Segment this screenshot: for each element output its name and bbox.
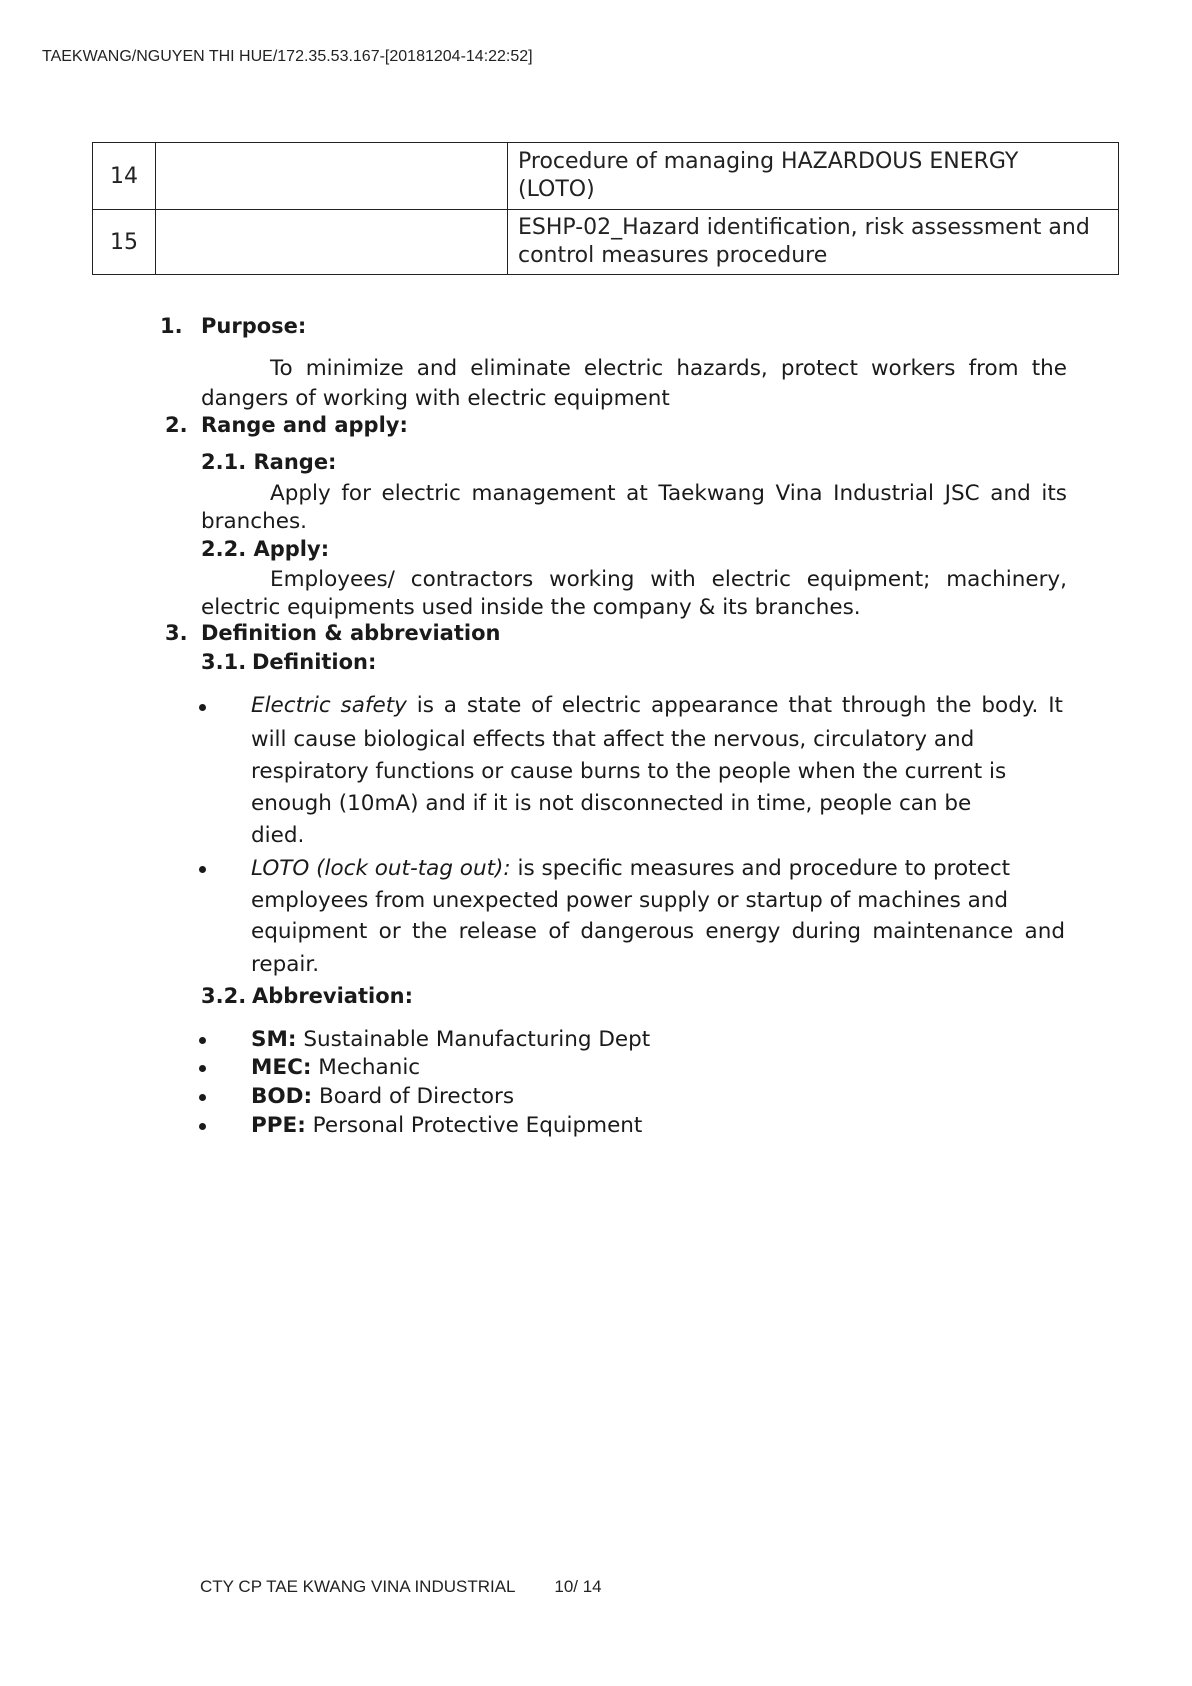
document-title-line: (LOTO) bbox=[518, 177, 595, 202]
paragraph-line: dangers of working with electric equipment bbox=[201, 386, 670, 411]
term-electric-safety: Electric safety bbox=[251, 693, 407, 718]
document-header-stamp: TAEKWANG/NGUYEN THI HUE/172.35.53.167-[20181204-14:22:52] bbox=[42, 48, 533, 65]
subsection-heading-definition: Definition: bbox=[252, 650, 377, 674]
section-heading-purpose: Purpose: bbox=[201, 314, 307, 338]
document-title-line: ESHP-02_Hazard identification, risk assessment and bbox=[518, 215, 1090, 240]
paragraph-line: Apply for electric management at Taekwang Vina Industrial JSC and its bbox=[270, 481, 1067, 506]
bullet-icon bbox=[199, 866, 206, 873]
definition-line: repair. bbox=[251, 952, 320, 977]
bullet-icon bbox=[199, 1037, 206, 1044]
definition-line: LOTO (lock out-tag out): is specific measures and procedure to protect bbox=[251, 856, 1011, 881]
definition-line: respiratory functions or cause burns to the people when the current is bbox=[251, 759, 1007, 784]
bullet-icon bbox=[199, 1123, 206, 1130]
definition-line: died. bbox=[251, 823, 305, 848]
empty-cell bbox=[156, 210, 508, 275]
section-number: 3. bbox=[165, 621, 188, 645]
subsection-number: 3.2. bbox=[201, 984, 247, 1008]
empty-cell bbox=[156, 143, 508, 210]
footer-company: CTY CP TAE KWANG VINA INDUSTRIAL bbox=[200, 1577, 515, 1596]
document-title-line: Procedure of managing HAZARDOUS ENERGY bbox=[518, 149, 1019, 174]
term-loto: LOTO (lock out-tag out): bbox=[251, 856, 511, 881]
paragraph-line: Employees/ contractors working with electric equipment; machinery, bbox=[270, 567, 1067, 592]
subsection-heading-apply: 2.2. Apply: bbox=[201, 537, 330, 561]
abbreviation-item: PPE: Personal Protective Equipment bbox=[251, 1113, 643, 1138]
row-number: 15 bbox=[93, 210, 156, 275]
subsection-heading-abbreviation: Abbreviation: bbox=[252, 984, 413, 1008]
bullet-icon bbox=[199, 1065, 206, 1072]
definition-line: employees from unexpected power supply or startup of machines and bbox=[251, 888, 1009, 913]
section-number: 1. bbox=[160, 314, 183, 338]
page-footer bbox=[200, 1577, 602, 1597]
definition-line: enough (10mA) and if it is not disconnected in time, people can be bbox=[251, 791, 972, 816]
section-number: 2. bbox=[165, 413, 188, 437]
page-number: 10/ 14 bbox=[554, 1577, 602, 1596]
section-heading-definition: Definition & abbreviation bbox=[201, 621, 501, 645]
table-row bbox=[93, 210, 1119, 275]
definition-line: will cause biological effects that affect the nervous, circulatory and bbox=[251, 727, 975, 752]
paragraph-line: To minimize and eliminate electric hazards, protect workers from the bbox=[270, 356, 1067, 381]
definition-line: equipment or the release of dangerous energy during maintenance and bbox=[251, 919, 1065, 944]
reference-documents-table bbox=[92, 142, 1119, 275]
definition-line: Electric safety is a state of electric appearance that through the body. It bbox=[251, 693, 1063, 718]
subsection-number: 3.1. bbox=[201, 650, 247, 674]
subsection-heading-range: 2.1. Range: bbox=[201, 450, 337, 474]
section-heading-range-apply: Range and apply: bbox=[201, 413, 408, 437]
bullet-icon bbox=[199, 1094, 206, 1101]
document-title-line: control measures procedure bbox=[518, 243, 828, 268]
table-row bbox=[93, 143, 1119, 210]
paragraph-line: branches. bbox=[201, 509, 307, 534]
bullet-icon bbox=[199, 704, 206, 711]
abbreviation-item: SM: Sustainable Manufacturing Dept bbox=[251, 1027, 651, 1052]
paragraph-line: electric equipments used inside the company & its branches. bbox=[201, 595, 861, 620]
row-number: 14 bbox=[93, 143, 156, 210]
abbreviation-item: BOD: Board of Directors bbox=[251, 1084, 515, 1109]
abbreviation-item: MEC: Mechanic bbox=[251, 1055, 421, 1080]
document-title-cell bbox=[508, 143, 1119, 210]
document-title-cell bbox=[508, 210, 1119, 275]
